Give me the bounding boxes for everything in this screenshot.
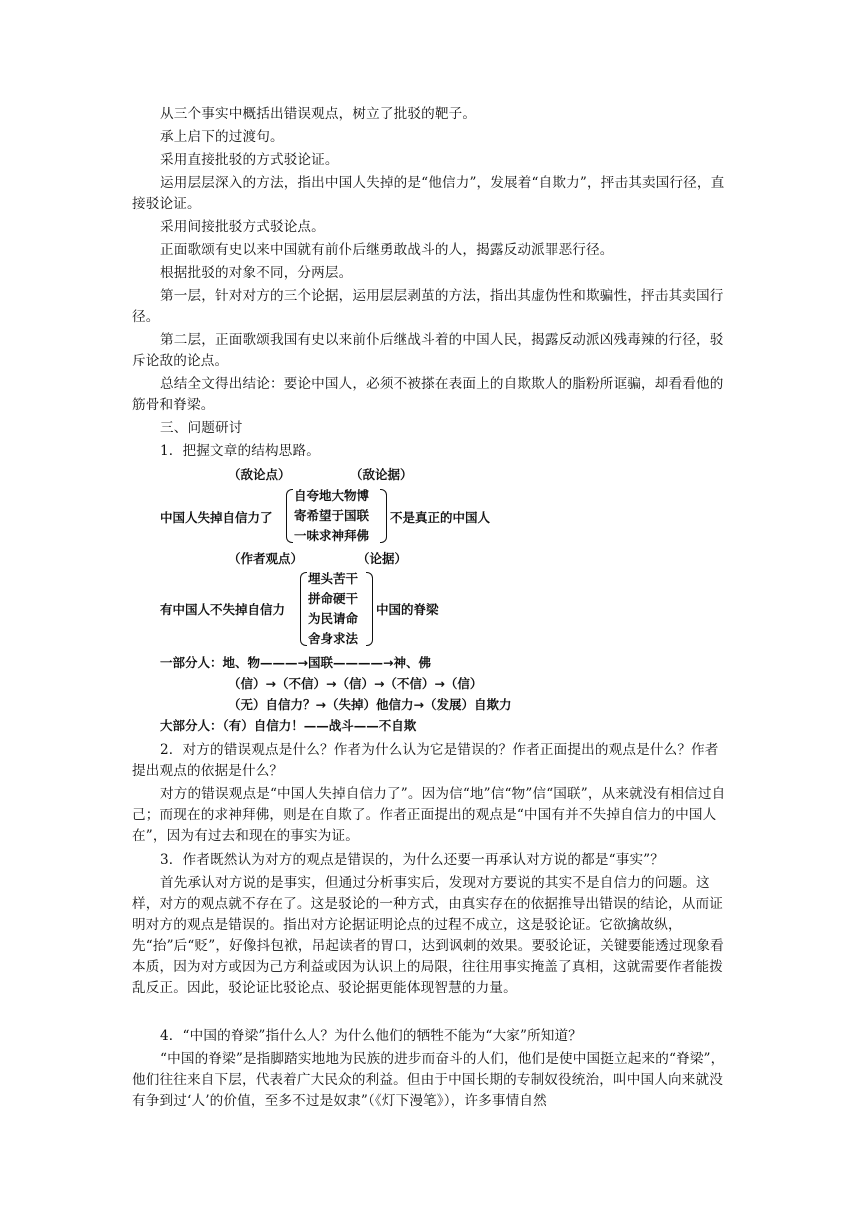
paragraph: 运用层层深入的方法，指出中国人失掉的是“他信力”，发展着“自欺力”，抨击其卖国行径，直接驳论证。 [132,175,725,212]
left-brace [300,572,307,646]
paragraph: “中国的脊梁”是指脚踏实地地为民族的进步而奋斗的人们，他们是使中国挺立起来的“脊梁”，他们往往来自下层，代表着广大民众的利益。但由于中国长期的专制奴役统治，叫中国人向来就没有争到过‘人’的价值，至多不过是奴隶”（《灯下漫笔》），许多事情自然 [132,1051,725,1109]
question-heading: 4．“中国的脊梁”指什么人？为什么他们的牺牲不能为“大家”所知道？ [160,1028,583,1044]
author-conclusion: 中国的脊梁 [376,602,439,617]
question-heading: 1．把握文章的结构思路。 [160,443,320,459]
enemy-evidence-item: 自夸地大物博 [294,488,370,503]
author-point: 有中国人不失掉自信力 [160,602,286,617]
paragraph: 根据批驳的对象不同，分两层。 [160,265,353,281]
enemy-conclusion: 不是真正的中国人 [390,510,491,525]
paragraph: 从三个事实中概括出错误观点，树立了批驳的靶子。 [160,106,477,122]
enemy-point-label: （敌论点） [228,467,291,482]
flow-line: 大部分人：（有）自信力！——战斗——不自欺 [160,718,417,733]
left-brace [286,489,293,543]
paragraph: 正面歌颂有史以来中国就有前仆后继勇敢战斗的人，揭露反动派罪恶行径。 [160,242,614,258]
question-heading: 2．对方的错误观点是什么？作者为什么认为它是错误的？作者正面提出的观点是什么？作者提出观点的依据是什么？ [132,742,719,779]
author-evidence-item: 拼命硬干 [308,591,359,606]
paragraph: 第一层，针对对方的三个论据，运用层层剥茧的方法，指出其虚伪性和欺骗性，抨击其卖国行径。 [132,288,724,325]
author-evidence-item: 为民请命 [308,611,359,626]
right-brace [366,572,373,646]
paragraph: 对方的错误观点是“中国人失掉自信力了”。因为信“地”信“物”信“国联”，从来就没有相信过自己；而现在的求神拜佛，则是在自欺了。作者正面提出的观点是“中国有并不失掉自信力的中国人在”，因为有过去和现在的事实为证。 [132,786,726,844]
paragraph: 总结全文得出结论：要论中国人，必须不被搽在表面上的自欺欺人的脂粉所诓骗，却看看他的筋骨和脊梁。 [132,376,724,413]
paragraph: 采用间接批驳方式驳论点。 [160,219,325,235]
enemy-evidence-label: （敌论据） [350,467,413,482]
author-evidence-item: 舍身求法 [308,631,359,646]
question-heading: 3．作者既然认为对方的观点是错误的，为什么还要一再承认对方说的都是“事实”？ [160,852,665,868]
paragraph: 采用直接批驳的方式驳论证。 [160,152,339,168]
enemy-evidence-item: 寄希望于国联 [294,508,370,523]
paragraph: 承上启下的过渡句。 [160,129,284,145]
flow-line: 一部分人：地、物———→国联————→神、佛 [160,655,431,670]
flow-line: （无）自信力？→（失掉）他信力→（发展）自欺力 [228,697,512,712]
enemy-point: 中国人失掉自信力了 [160,510,273,525]
enemy-evidence-item: 一味求神拜佛 [294,528,370,543]
section-heading: 三、问题研讨 [160,420,243,436]
flow-line: （信）→（不信）→（信）→（不信）→（信） [228,676,483,691]
right-brace [380,489,387,543]
author-evidence-label: （论据） [357,551,408,566]
author-evidence-item: 埋头苦干 [308,571,359,586]
paragraph: 第二层，正面歌颂我国有史以来前仆后继战斗着的中国人民，揭露反动派凶残毒辣的行径，驳斥论敌的论点。 [132,332,724,369]
paragraph: 首先承认对方说的是事实，但通过分析事实后，发现对方要说的其实不是自信力的问题。这样，对方的观点就不存在了。这是驳论的一种方式，由真实存在的依据推导出错误的结论，从而证明对方的观点是错误的。指出对方论据证明论点的过程不成立，这是驳论证。它欲擒故纵，先“抬”后“贬”，好像抖包袱，吊起读者的胃口，达到讽刺的效果。要驳论证，关键要能透过现象看本质，因为对方或因为己方利益或因为认识上的局限，往往用事实掩盖了真相，这就需要作者能拨乱反正。因此，驳论证比驳论点、驳论据更能体现智慧的力量。 [132,875,724,996]
author-point-label: （作者观点） [228,551,304,566]
